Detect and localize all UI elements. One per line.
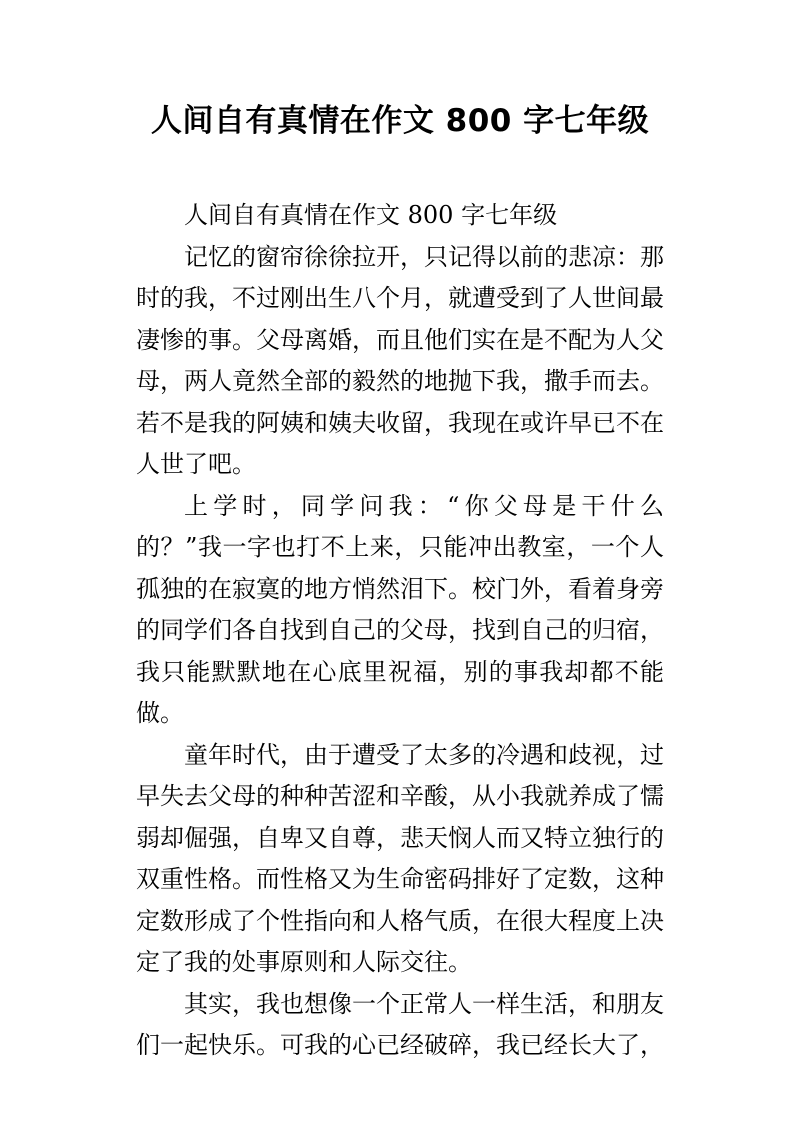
- paragraph-4: 其实，我也想像一个正常人一样生活，和朋友们一起快乐。可我的心已经破碎，我已经长大了，: [136, 989, 664, 1059]
- paragraph-2: 上学时，同学问我：“你父母是干什么的？”我一字也打不上来，只能冲出教室，一个人孤独的在寂寞的地方悄然泪下。校门外，看着身旁的同学们各自找到自己的父母，找到自己的归宿，我只能默默地在心底里祝福，别的事我却都不能做。: [136, 491, 664, 727]
- paragraph-3: 童年时代，由于遭受了太多的冷遇和歧视，过早失去父母的种种苦涩和辛酸，从小我就养成了懦弱却倔强，自卑又自尊，悲天悯人而又特立独行的双重性格。而性格又为生命密码排好了定数，这种定数形成了个性指向和人格气质，在很大程度上决定了我的处事原则和人际交往。: [136, 740, 664, 976]
- document-title: 人间自有真情在作文 800 字七年级: [150, 103, 650, 139]
- paragraph-1: 记忆的窗帘徐徐拉开，只记得以前的悲凉：那时的我，不过刚出生八个月，就遭受到了人世间最凄惨的事。父母离婚，而且他们实在是不配为人父母，两人竟然全部的毅然的地抛下我，撒手而去。若不是我的阿姨和姨夫收留，我现在或许早已不在人世了吧。: [136, 242, 664, 478]
- paragraph-subtitle: 人间自有真情在作文 800 字七年级: [184, 201, 558, 229]
- document-body: [136, 195, 664, 1067]
